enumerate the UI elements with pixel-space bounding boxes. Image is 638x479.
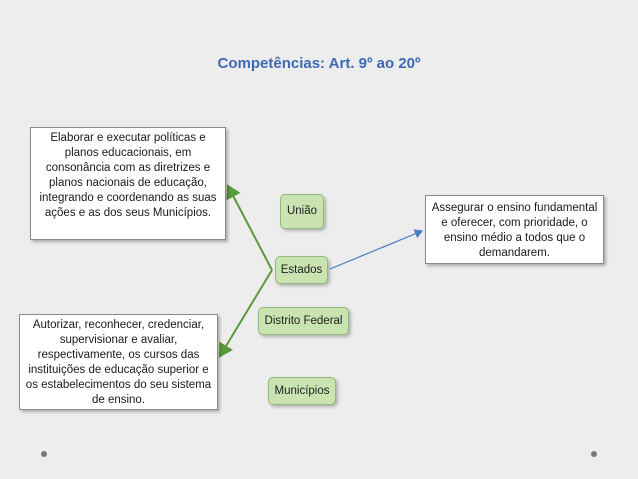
entity-estados: Estados xyxy=(275,256,328,284)
entity-uniao: União xyxy=(280,194,324,229)
competence-box-top-left: Elaborar e executar políticas e planos educacionais, em consonância com as diretrizes e planos nacionais de educação, integrando e coordenando as suas ações e as dos seus Municípios. xyxy=(30,127,226,240)
competence-box-right: Assegurar o ensino fundamental e oferecer, com prioridade, o ensino médio a todos que o demandarem. xyxy=(425,195,604,264)
decorative-dot-right xyxy=(591,451,597,457)
competence-box-bottom-left: Autorizar, reconhecer, credenciar, supervisionar e avaliar, respectivamente, os cursos das instituições de educação superior e os estabelecimentos do seu sistema de ensino. xyxy=(19,314,218,410)
entity-distrito-federal: Distrito Federal xyxy=(258,307,349,335)
decorative-dot-left xyxy=(41,451,47,457)
entity-municipios: Municípios xyxy=(268,377,336,405)
arrow-to-top-left-box xyxy=(228,186,272,270)
slide-title: Competências: Art. 9º ao 20º xyxy=(217,55,421,72)
arrow-to-right-box xyxy=(330,231,422,269)
